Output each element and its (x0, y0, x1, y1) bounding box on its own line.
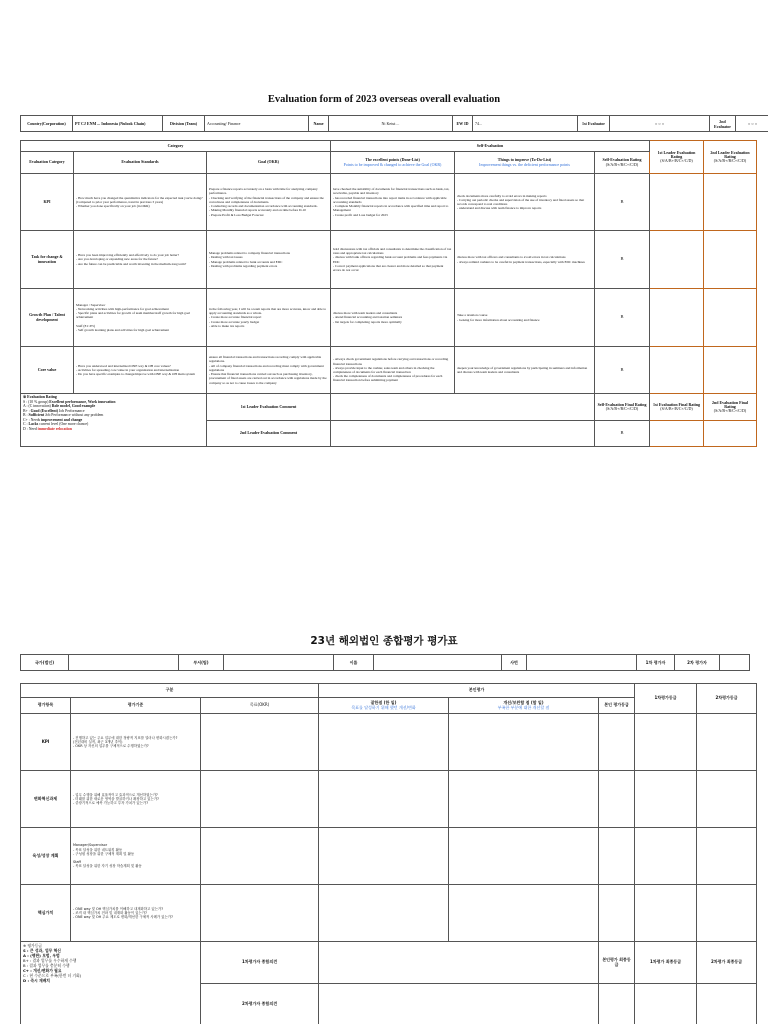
row-improve-ko[interactable] (449, 771, 599, 828)
legend-item: D : Need immediate relocation (23, 426, 72, 431)
second-final-rating-value[interactable] (704, 421, 757, 447)
row-category: Task for change & innovation (21, 231, 74, 289)
row-improve[interactable]: deepen your knowledge of government regulations by participating in seminars and information and discuss with team leaders and consultants (455, 347, 595, 394)
first-leader-comment-label: 1st Leader Evaluation Comment (207, 394, 331, 421)
row-category: Growth Plan / Talent development (21, 289, 74, 347)
form-title-en: Evaluation form of 2023 overseas overall evaluation (267, 94, 501, 105)
id-value-ko[interactable] (527, 655, 637, 671)
eval-category-column: Evaluation Category (21, 152, 74, 174)
second-leader-comment-label: 2nd Leader Evaluation Comment (207, 421, 331, 447)
first-final-rating-value[interactable] (650, 421, 704, 447)
row-second-rating[interactable] (704, 347, 757, 394)
second-comment-input-ko[interactable] (319, 984, 599, 1024)
row-goal-ko[interactable] (201, 714, 319, 771)
second-leader-rating-sub: (S/A/B+/B/C+/C/D) (713, 158, 747, 164)
row-self-rating[interactable]: B (595, 231, 650, 289)
first-comment-label-ko: 1차평가자 종합의견 (201, 942, 319, 984)
first-final-rating-value-ko[interactable] (635, 984, 697, 1024)
row-second-rating-ko[interactable] (697, 828, 757, 885)
row-excellent[interactable]: - Always check government regulations before carrying out transactions or recording financial transactions - always provide input to the cashier, sales team and others in checking the completeness of documents for each financial transaction - check the completeness of documents and completeness of procedures for each financial transaction before submitting payment (331, 347, 455, 394)
self-final-rating-label (595, 394, 650, 421)
row-improve-ko[interactable] (449, 828, 599, 885)
table-row (21, 289, 757, 347)
excellent-points-sub-ko: 목표를 달성하기 위해 했던 개선/변화 (351, 704, 416, 710)
table-row (21, 828, 757, 885)
row-first-rating-ko[interactable] (635, 828, 697, 885)
improve-points-label-ko: 개선/보완할 점 (할 일) (503, 700, 544, 706)
evaluation-table-ko (20, 683, 757, 1024)
table-row (21, 231, 757, 289)
row-second-rating-ko[interactable] (697, 885, 757, 942)
legend-item-ko: S : 큰 성과, 업무 혁신 (23, 948, 61, 953)
row-standards: - Have you been improving efficiently and effectively to do your job better? - Are you developing or expanding new areas for the future? - Are the future can be predictable and worth investing in the medium-long term? (74, 231, 207, 289)
legend-item-ko: B : 결과 업무를 충분히 수행 (23, 963, 70, 968)
row-excellent-ko[interactable] (319, 828, 449, 885)
table-row (21, 347, 757, 394)
row-self-rating[interactable]: B (595, 347, 650, 394)
row-goal-ko[interactable] (201, 828, 319, 885)
row-self-rating-ko[interactable] (599, 828, 635, 885)
improve-points-sub: Improvement things vs. the deficient performance points (479, 161, 570, 167)
first-leader-rating-sub: (S/A/B+/B/C+/C/D) (660, 158, 693, 164)
id-label: EW ID (453, 116, 473, 132)
row-first-rating[interactable] (650, 289, 704, 347)
improve-points-column (455, 152, 595, 174)
second-leader-rating-label: 2nd Leader Evaluation Rating (710, 149, 750, 159)
first-rating-header-ko: 1차평가등급 (635, 684, 697, 714)
first-final-rating-sub: (S/A/B+/B/C+/C/D) (660, 406, 693, 411)
goal-column-ko: 목표(OKR) (201, 698, 319, 714)
excellent-points-sub: Points to be improved & changed to achieve the Goal (OKR) (343, 161, 442, 167)
self-final-rating-sub: (S/A/B+/B/C+/C/D) (605, 406, 639, 411)
legend-item: A : (C innovation) Role model, Good example (23, 404, 96, 408)
row-improve-ko[interactable] (449, 714, 599, 771)
row-goal[interactable]: Prepare a finance reports accurately on a basis with time for analyzing company performance. - Checking and verifying of the financial transactions of the company and ensure the correctness and completeness of documents. - Conducting records and documentation accordance with accounting standards. - Making Monthly financial reports accurately and on time before D-10 - Prepare Profit & Loss Budget Forecast (207, 174, 331, 231)
row-first-rating[interactable] (650, 347, 704, 394)
row-excellent-ko[interactable] (319, 714, 449, 771)
excellent-points-label-ko: 잘한점 (한 일) (370, 700, 397, 706)
row-first-rating-ko[interactable] (635, 714, 697, 771)
table-row (21, 771, 757, 828)
name-label: Name (309, 116, 329, 132)
second-final-rating-sub: (S/A/B+/B/C+/C/D) (713, 408, 747, 414)
row-improve[interactable]: check documents more carefully to avoid errors in making reports - Carrying out periodic checks and supervision of the use of inventory and fixed assets so that records correspond to real conditions - understand and discuss with team finance to improve reports (455, 174, 595, 231)
first-leader-rating-header (650, 141, 704, 174)
legend-item-ko: C : 현 수준으로 부족(한번 더 기회) (23, 973, 82, 978)
self-final-rating-title: Self-Evaluation Final Rating (597, 401, 647, 407)
row-goal[interactable]: Manage problems related to company financial transactions - Dealing with tax issues - Manage problems related to bank accounts and EDC - Dealing with problems regarding payment errors (207, 231, 331, 289)
row-category: KPI (21, 174, 74, 231)
legend-heading: ※ Evaluation Rating (23, 395, 57, 399)
second-rating-header-ko: 2차평가등급 (697, 684, 757, 714)
name-label-ko: 이름 (334, 655, 374, 671)
division-value-ko[interactable] (224, 655, 334, 671)
second-leader-comment-input[interactable] (331, 421, 595, 447)
row-second-rating[interactable] (704, 231, 757, 289)
row-excellent[interactable]: hold discussions with tax officials and consultants to determine the classification of tax rates and appropriate tax calculations - discuss with bank officers regarding bank account problems and fees payments via EDC - Correct payment applications that are clearer and more detailed so that payment errors do not occur (331, 231, 455, 289)
row-standards-ko: - 진행하고 있는 주요 업무에 대한 정량적 지표를 얼마나 변화시켰는가? (전년대비 실적, 최근 3개년 추이) - OKR 상 자신의 업무를 구체적으로 수행하였는가? (71, 714, 201, 771)
self-rating-column (595, 152, 650, 174)
row-standards-ko: Manager/Supervisor - 목표 달성을 위한 네트워킹 활동 - 구성원 성장을 위한 구체적 계획 및 활동 Staff - 목표 달성을 위한 자기 성장 학습계획 및 활동 (71, 828, 201, 885)
row-excellent-ko[interactable] (319, 885, 449, 942)
row-second-rating-ko[interactable] (697, 771, 757, 828)
row-excellent[interactable]: discuss more with team leaders and consultants - attend financial accounting and taxation seminars - list targets for completing reports more optimally (331, 289, 455, 347)
legend-item: S : (10 % group) Excellent performance, Work innovation (23, 399, 116, 404)
row-improve[interactable]: discuss more with tax officers and consultants to avoid errors in tax calculations - always remind cashiers to be careful in payment transactions, especially with EDC machines (455, 231, 595, 289)
self-rating-sub: (S/A/B+/B/C+/C/D) (605, 161, 639, 167)
row-category-ko: 변화혁신과제 (21, 771, 71, 828)
second-final-rating-value-ko[interactable] (697, 984, 757, 1024)
second-final-rating-label-ko: 2차평가 최종등급 (697, 942, 757, 984)
legend-item: C : Lacks current level (One more chance) (23, 422, 89, 426)
second-comment-label-ko: 2차평가자 종합의견 (201, 984, 319, 1024)
row-excellent[interactable]: have checked the suitability of documents for financial transactions such as bank, tax, receivable, payable and inventory - has recorded financial transactions into report items in accordance with applicable accounting standards - Complete Monthly financial reports in accordance with specified time and report to Management - Create profit and Loss budget for 2023 (331, 174, 455, 231)
legend-item: C+ : Needs improvement and change (23, 417, 83, 422)
rating-legend-ko (21, 942, 201, 1024)
rating-legend (21, 394, 207, 447)
second-leader-rating-header (704, 141, 757, 174)
row-improve-ko[interactable] (449, 885, 599, 942)
country-value[interactable]: PT CJ ENM ... Indonesia (Nulook Chain) (73, 116, 163, 132)
row-standards: - Have you understood and internalized ONE way & OH core values? - Activities for spreading core value in your organization and internalization - Do you have specific examples to change/improve with ONE way & OH main system (74, 347, 207, 394)
legend-item-ko: C+ : 개선/변화가 필요 (23, 968, 62, 973)
row-category-ko: 핵심가치 (21, 885, 71, 942)
category-header-ko: 구분 (21, 684, 319, 698)
second-evaluator-label: 2nd Evaluator (710, 116, 736, 132)
form-title-ko: 23년 해외법인 종합평가 평가표 (310, 635, 458, 647)
improve-points-sub-ko: 부족한 부분에 대한 개선할 점 (497, 704, 550, 710)
first-final-rating-label (650, 394, 704, 421)
row-standards: Manager / Supervisor - Networking activities with high-performance for goal achievement - Specific plans and activities for growth of team member/staff growth for high goal achievement Staff (E1~E5) - Self growth learning plans and activities for high goal achievement (74, 289, 207, 347)
row-self-rating-ko[interactable] (599, 714, 635, 771)
second-final-rating-title: 2nd Evaluation Final Rating (712, 399, 749, 409)
row-second-rating[interactable] (704, 174, 757, 231)
improve-points-column-ko (449, 698, 599, 714)
row-category-ko: KPI (21, 714, 71, 771)
row-improve[interactable]: Take a taxation course - looking for more information about accounting and finance (455, 289, 595, 347)
table-row (21, 714, 757, 771)
division-label-ko: 부서(팀) (179, 655, 224, 671)
row-second-rating-ko[interactable] (697, 714, 757, 771)
legend-item: B+ : Good (Excellent) Job Performance (23, 408, 85, 413)
first-evaluator-value[interactable]: ○ ○ ○ (610, 116, 710, 132)
first-final-rating-title: 1st Evaluation Final Rating (653, 401, 701, 407)
legend-heading-ko: ※ 평가등급 (23, 943, 43, 948)
row-excellent-ko[interactable] (319, 771, 449, 828)
first-evaluator-label-ko: 1차 평가자 (637, 655, 675, 671)
first-leader-comment-input[interactable] (331, 394, 595, 421)
excellent-points-column-ko (319, 698, 449, 714)
country-label: Country(Corporation) (21, 116, 73, 132)
country-label-ko: 국가(법인) (21, 655, 69, 671)
legend-item: B : Sufficient Job Performance without any problem (23, 413, 104, 417)
row-goal[interactable]: ensure all financial transactions and transactions recording comply with applicable regulations. - All of company financial transactions and recording must comply with government regulations - Ensure that financial transactions carried out such as purchasing inventory, procurement of fixed assets are carried out in accordance with regulations made by the company so as not to cause losses to the company (207, 347, 331, 394)
legend-item-ko: B+ : 결과 업무를 우수하게 수행 (23, 958, 77, 963)
first-comment-input-ko[interactable] (319, 942, 599, 984)
self-final-rating-value[interactable]: B (595, 421, 650, 447)
row-first-rating[interactable] (650, 231, 704, 289)
id-label-ko: 사번 (502, 655, 527, 671)
second-final-rating-label (704, 394, 757, 421)
legend-item-ko: A : (평판) 모범, 우범 (23, 953, 60, 958)
row-self-rating-ko[interactable] (599, 885, 635, 942)
row-self-rating-ko[interactable] (599, 771, 635, 828)
self-rating-label: Self-Evaluation Rating (602, 157, 642, 163)
improve-points-label: Things to improve (To-Do-List) (497, 157, 552, 163)
row-category-ko: 육성/성장 계획 (21, 828, 71, 885)
row-first-rating-ko[interactable] (635, 771, 697, 828)
eval-standards-column: Evaluation Standards (74, 152, 207, 174)
category-header: Category (21, 141, 331, 152)
row-self-rating[interactable]: B (595, 289, 650, 347)
row-first-rating-ko[interactable] (635, 885, 697, 942)
header-table-ko (20, 654, 750, 671)
self-final-rating-value-ko[interactable] (599, 984, 635, 1024)
header-table-en (20, 115, 768, 132)
eval-category-column-ko: 평가항목 (21, 698, 71, 714)
row-goal-ko[interactable] (201, 885, 319, 942)
name-value[interactable]: Ni Ketut ... (329, 116, 453, 132)
legend-item-ko: D : 즉시 재배치 (23, 978, 50, 983)
division-label: Division (Team) (163, 116, 205, 132)
row-standards-ko: - 업무 수행을 위해 효율적이고 효과적으로 개선하였는가? - 미래를 위한 새로운 영역을 발굴하거나 확장하고 있는가? - 중장기적으로 예측 가능하고 투자 가치가 있는가? (71, 771, 201, 828)
row-standards: - How much have you changed the quantitative indicators for the expected task you're doing? (Compared to prior year performance, trend in previous 3 years) - Whether you done specifically on your job (in OKR) (74, 174, 207, 231)
self-rating-column-ko: 본인 평가등급 (599, 698, 635, 714)
table-row (21, 174, 757, 231)
row-standards-ko: - ONE way 및 OH 핵심가치를 이해하고 내재화하고 있는가? - 조직 내 핵심가치 전파 및 내재화 활동이 있는가? - ONE way 및 OH 주요 제도로 변화/개선한 구체적 사례가 있는가? (71, 885, 201, 942)
country-value-ko[interactable] (69, 655, 179, 671)
excellent-points-column (331, 152, 455, 174)
second-evaluator-label-ko: 2차 평가자 (675, 655, 720, 671)
second-evaluator-value-ko[interactable] (720, 655, 750, 671)
first-evaluator-label: 1st Evaluator (578, 116, 610, 132)
self-evaluation-header-ko: 본인평가 (319, 684, 635, 698)
evaluation-table-en (20, 140, 757, 447)
eval-standards-column-ko: 평가기준 (71, 698, 201, 714)
row-goal[interactable]: in the following year, I will be a team reports that are more accurate, know and able to apply accounting standards as a whole. - Create more accurate financial report - Create more accurate yearly budget - Able to make tax reports (207, 289, 331, 347)
table-row (21, 885, 757, 942)
division-value[interactable]: Accounting/ Finance (205, 116, 309, 132)
row-goal-ko[interactable] (201, 771, 319, 828)
row-category: Core value (21, 347, 74, 394)
second-evaluator-value[interactable]: ○ ○ ○ (736, 116, 768, 132)
excellent-points-label: The excellent points (Done-List) (365, 157, 420, 163)
self-final-rating-label-ko: 본인평가 최종등급 (599, 942, 635, 984)
first-leader-rating-label: 1st Leader Evaluation Rating (657, 149, 696, 159)
name-value-ko[interactable] (374, 655, 502, 671)
row-second-rating[interactable] (704, 289, 757, 347)
first-final-rating-label-ko: 1차평가 최종등급 (635, 942, 697, 984)
goal-column: Goal (OKR) (207, 152, 331, 174)
row-self-rating[interactable]: B (595, 174, 650, 231)
self-evaluation-header: Self-Evaluation (331, 141, 650, 152)
row-first-rating[interactable] (650, 174, 704, 231)
id-value[interactable]: 74... (473, 116, 578, 132)
